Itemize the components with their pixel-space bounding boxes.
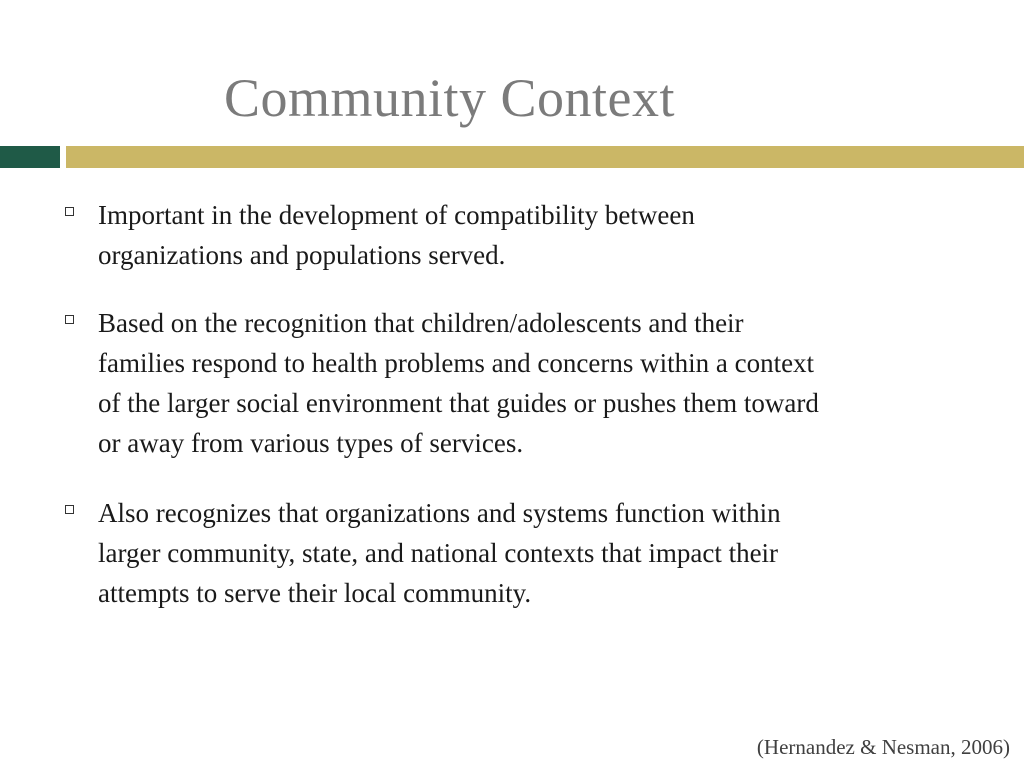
bullet-text: Also recognizes that organizations and systems function within larger community, state, and national contexts that impact their attempts to serve their local community. bbox=[98, 498, 781, 608]
hollow-square-icon bbox=[65, 505, 74, 514]
bullet-text: Based on the recognition that children/adolescents and their families respond to health problems and concerns within a context of the larger social environment that guides or pushes them toward or away from various types of services. bbox=[98, 308, 819, 458]
bullet-text: Important in the development of compatibility between organizations and populations served. bbox=[98, 200, 695, 270]
citation: (Hernandez & Nesman, 2006) bbox=[756, 735, 1010, 759]
hollow-square-icon bbox=[65, 315, 74, 324]
slide-title: Community Context bbox=[224, 68, 676, 128]
hollow-square-icon bbox=[65, 207, 74, 216]
